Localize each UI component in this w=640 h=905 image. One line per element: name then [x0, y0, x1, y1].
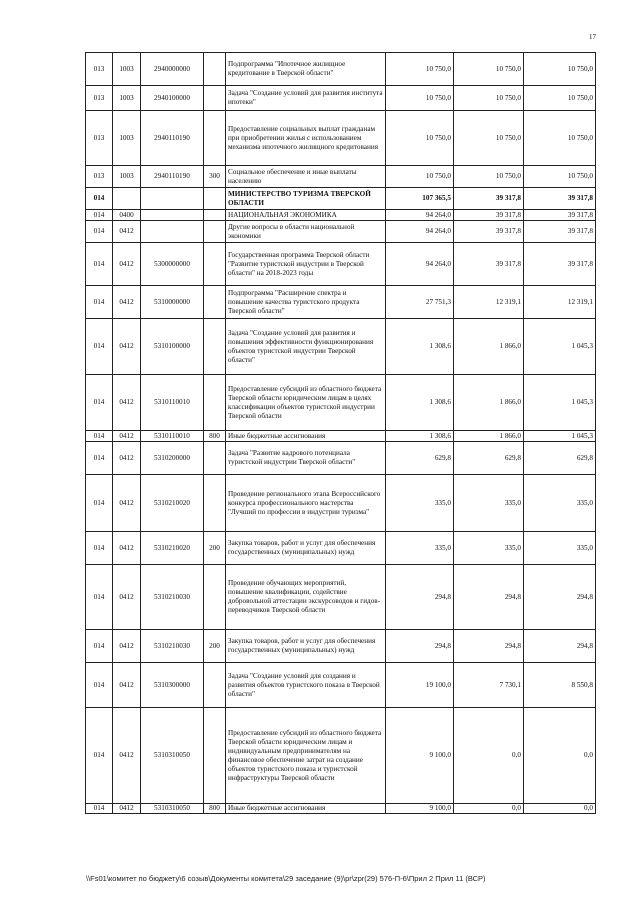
- row-amount-3: 10 750,0: [524, 53, 596, 86]
- row-name: Подпрограмма "Расширение спектра и повышение качества туристского продукта Тверской области": [226, 286, 386, 319]
- row-amount-3: 10 750,0: [524, 86, 596, 111]
- row-ministry-code: 014: [86, 286, 113, 319]
- row-name: Иные бюджетные ассигнования: [226, 431, 386, 442]
- table-row: [86, 86, 596, 111]
- row-name: Другие вопросы в области национальной экономики: [226, 221, 386, 243]
- row-amount-1: 294,8: [386, 565, 454, 630]
- table-row: [86, 188, 596, 210]
- row-target-article: 5310210020: [141, 532, 204, 565]
- row-expense-type: [204, 565, 226, 630]
- row-target-article: [141, 221, 204, 243]
- table-row: [86, 663, 596, 708]
- file-path-footer: \\Fs01\комитет по бюджету\6 созыв\Документы комитета\29 заседание (9)\pr\zpr(29) 576-П-6\Прил 2 Прил 11 (ВСР): [86, 874, 486, 883]
- row-amount-3: 0,0: [524, 804, 596, 814]
- row-target-article: 5310300000: [141, 663, 204, 708]
- row-expense-type: 800: [204, 431, 226, 442]
- row-amount-1: 10 750,0: [386, 111, 454, 166]
- table-row: [86, 319, 596, 375]
- row-amount-1: 27 751,3: [386, 286, 454, 319]
- row-ministry-code: 013: [86, 111, 113, 166]
- row-section-code: 0400: [113, 210, 141, 221]
- row-target-article: 5310210030: [141, 565, 204, 630]
- row-name: Задача "Создание условий для развития и повышения эффективности функционирования объектов туристской индустрии Тверской области": [226, 319, 386, 375]
- row-amount-2: 39 317,8: [454, 243, 524, 286]
- row-expense-type: [204, 221, 226, 243]
- row-ministry-code: 014: [86, 188, 113, 210]
- row-amount-2: 335,0: [454, 532, 524, 565]
- row-amount-1: 1 308,6: [386, 431, 454, 442]
- row-expense-type: [204, 475, 226, 532]
- row-amount-3: 39 317,8: [524, 221, 596, 243]
- row-target-article: 5310210020: [141, 475, 204, 532]
- row-name: МИНИСТЕРСТВО ТУРИЗМА ТВЕРСКОЙ ОБЛАСТИ: [226, 188, 386, 210]
- row-expense-type: 200: [204, 532, 226, 565]
- row-target-article: [141, 188, 204, 210]
- row-amount-2: 10 750,0: [454, 111, 524, 166]
- row-expense-type: [204, 663, 226, 708]
- row-name: Проведение обучающих мероприятий, повышение квалификации, содействие добровольной аттестации экскурсоводов и гидов-переводчиков Тверской области: [226, 565, 386, 630]
- row-amount-2: 1 866,0: [454, 375, 524, 431]
- row-amount-2: 39 317,8: [454, 188, 524, 210]
- row-amount-1: 1 308,6: [386, 319, 454, 375]
- row-ministry-code: 014: [86, 210, 113, 221]
- row-amount-1: 19 100,0: [386, 663, 454, 708]
- row-ministry-code: 014: [86, 431, 113, 442]
- row-amount-1: 9 100,0: [386, 804, 454, 814]
- table-row: [86, 166, 596, 188]
- row-amount-1: 629,8: [386, 442, 454, 475]
- row-target-article: 5310210030: [141, 630, 204, 663]
- row-ministry-code: 014: [86, 663, 113, 708]
- row-section-code: 0412: [113, 565, 141, 630]
- row-ministry-code: 013: [86, 166, 113, 188]
- row-ministry-code: 014: [86, 442, 113, 475]
- table-row: [86, 804, 596, 814]
- row-name: Задача "Создание условий для развития института ипотеки": [226, 86, 386, 111]
- table-row: [86, 375, 596, 431]
- row-target-article: 5310200000: [141, 442, 204, 475]
- row-ministry-code: 014: [86, 708, 113, 804]
- row-amount-3: 335,0: [524, 532, 596, 565]
- table-row: [86, 532, 596, 565]
- table-row: [86, 708, 596, 804]
- row-ministry-code: 014: [86, 532, 113, 565]
- row-amount-3: 8 550,8: [524, 663, 596, 708]
- row-amount-3: 39 317,8: [524, 243, 596, 286]
- row-target-article: 5310310050: [141, 804, 204, 814]
- row-amount-3: 0,0: [524, 708, 596, 804]
- row-amount-2: 10 750,0: [454, 53, 524, 86]
- row-amount-1: 10 750,0: [386, 86, 454, 111]
- row-section-code: 1003: [113, 86, 141, 111]
- row-name: Закупка товаров, работ и услуг для обеспечения государственных (муниципальных) нужд: [226, 532, 386, 565]
- row-expense-type: [204, 188, 226, 210]
- row-ministry-code: 014: [86, 630, 113, 663]
- row-amount-2: 1 866,0: [454, 319, 524, 375]
- row-section-code: 0412: [113, 319, 141, 375]
- row-amount-2: 7 730,1: [454, 663, 524, 708]
- row-target-article: [141, 210, 204, 221]
- row-amount-2: 10 750,0: [454, 166, 524, 188]
- row-section-code: 1003: [113, 111, 141, 166]
- row-name: Подпрограмма "Ипотечное жилищное кредитование в Тверской области": [226, 53, 386, 86]
- table-row: [86, 243, 596, 286]
- row-expense-type: 300: [204, 166, 226, 188]
- row-amount-2: 39 317,8: [454, 210, 524, 221]
- row-name: Задача "Создание условий для создания и развития объектов туристского показа в Тверской области": [226, 663, 386, 708]
- row-section-code: 1003: [113, 166, 141, 188]
- row-amount-2: 39 317,8: [454, 221, 524, 243]
- row-amount-1: 335,0: [386, 475, 454, 532]
- row-target-article: 5310000000: [141, 286, 204, 319]
- page-number: 17: [589, 33, 596, 41]
- row-amount-1: 335,0: [386, 532, 454, 565]
- table-row: [86, 53, 596, 86]
- row-expense-type: [204, 286, 226, 319]
- row-ministry-code: 014: [86, 565, 113, 630]
- row-section-code: 0412: [113, 431, 141, 442]
- row-ministry-code: 013: [86, 86, 113, 111]
- row-section-code: 0412: [113, 221, 141, 243]
- row-name: Государственная программа Тверской области "Развитие туристской индустрии в Тверской области" на 2018-2023 годы: [226, 243, 386, 286]
- row-expense-type: [204, 86, 226, 111]
- row-ministry-code: 014: [86, 221, 113, 243]
- row-amount-3: 629,8: [524, 442, 596, 475]
- row-section-code: 0412: [113, 663, 141, 708]
- row-amount-1: 107 365,5: [386, 188, 454, 210]
- row-amount-3: 12 319,1: [524, 286, 596, 319]
- row-name: Проведение регионального этапа Всероссийского конкурса профессионального мастерства "Лучший по профессии в индустрии туризма": [226, 475, 386, 532]
- row-amount-3: 39 317,8: [524, 188, 596, 210]
- row-section-code: [113, 188, 141, 210]
- table-row: [86, 630, 596, 663]
- row-ministry-code: 014: [86, 475, 113, 532]
- table-row: [86, 221, 596, 243]
- row-amount-3: 10 750,0: [524, 166, 596, 188]
- row-amount-2: 12 319,1: [454, 286, 524, 319]
- row-ministry-code: 014: [86, 243, 113, 286]
- row-target-article: 5300000000: [141, 243, 204, 286]
- row-amount-1: 94 264,0: [386, 210, 454, 221]
- row-name: Предоставление социальных выплат гражданам при приобретении жилья с использованием механизма ипотечного жилищного кредитования: [226, 111, 386, 166]
- row-expense-type: 200: [204, 630, 226, 663]
- row-amount-3: 335,0: [524, 475, 596, 532]
- row-expense-type: 800: [204, 804, 226, 814]
- budget-table: [85, 52, 596, 814]
- table-row: [86, 565, 596, 630]
- row-amount-2: 1 866,0: [454, 431, 524, 442]
- row-target-article: 5310110010: [141, 431, 204, 442]
- row-amount-1: 10 750,0: [386, 166, 454, 188]
- row-expense-type: [204, 375, 226, 431]
- row-expense-type: [204, 53, 226, 86]
- row-amount-2: 294,8: [454, 565, 524, 630]
- row-section-code: 0412: [113, 804, 141, 814]
- table-row: [86, 475, 596, 532]
- table-row: [86, 111, 596, 166]
- row-amount-1: 10 750,0: [386, 53, 454, 86]
- row-expense-type: [204, 708, 226, 804]
- row-amount-2: 10 750,0: [454, 86, 524, 111]
- row-amount-3: 39 317,8: [524, 210, 596, 221]
- row-amount-3: 294,8: [524, 630, 596, 663]
- row-amount-2: 294,8: [454, 630, 524, 663]
- row-amount-2: 0,0: [454, 804, 524, 814]
- row-section-code: 0412: [113, 286, 141, 319]
- row-section-code: 0412: [113, 375, 141, 431]
- table-row: [86, 286, 596, 319]
- row-ministry-code: 014: [86, 375, 113, 431]
- row-section-code: 1003: [113, 53, 141, 86]
- row-amount-3: 10 750,0: [524, 111, 596, 166]
- row-amount-1: 1 308,6: [386, 375, 454, 431]
- row-section-code: 0412: [113, 475, 141, 532]
- row-name: Задача "Развитие кадрового потенциала туристской индустрии Тверской области": [226, 442, 386, 475]
- row-target-article: 2940100000: [141, 86, 204, 111]
- row-name: Иные бюджетные ассигнования: [226, 804, 386, 814]
- table-row: [86, 210, 596, 221]
- table-row: [86, 431, 596, 442]
- row-ministry-code: 013: [86, 53, 113, 86]
- row-expense-type: [204, 442, 226, 475]
- row-expense-type: [204, 319, 226, 375]
- table-row: [86, 442, 596, 475]
- row-target-article: 5310110010: [141, 375, 204, 431]
- row-ministry-code: 014: [86, 804, 113, 814]
- row-expense-type: [204, 210, 226, 221]
- row-amount-3: 1 045,3: [524, 431, 596, 442]
- row-expense-type: [204, 243, 226, 286]
- row-name: Предоставление субсидий из областного бюджета Тверской области юридическим лицам в целях классификации объектов туристской индустрии Тверской области: [226, 375, 386, 431]
- row-amount-3: 1 045,3: [524, 375, 596, 431]
- row-target-article: 2940110190: [141, 111, 204, 166]
- row-section-code: 0412: [113, 532, 141, 565]
- row-amount-3: 294,8: [524, 565, 596, 630]
- row-ministry-code: 014: [86, 319, 113, 375]
- row-target-article: 2940110190: [141, 166, 204, 188]
- row-amount-3: 1 045,3: [524, 319, 596, 375]
- row-amount-2: 629,8: [454, 442, 524, 475]
- row-name: НАЦИОНАЛЬНАЯ ЭКОНОМИКА: [226, 210, 386, 221]
- row-amount-1: 94 264,0: [386, 221, 454, 243]
- row-target-article: 5310100000: [141, 319, 204, 375]
- row-name: Закупка товаров, работ и услуг для обеспечения государственных (муниципальных) нужд: [226, 630, 386, 663]
- row-target-article: 5310310050: [141, 708, 204, 804]
- row-amount-2: 0,0: [454, 708, 524, 804]
- row-amount-1: 94 264,0: [386, 243, 454, 286]
- row-name: Предоставление субсидий из областного бюджета Тверской области юридическим лицам и индивидуальным предпринимателям на финансовое обеспечение затрат на создание объектов туристского показа и туристской инфраструктуры Тверской области: [226, 708, 386, 804]
- row-amount-2: 335,0: [454, 475, 524, 532]
- row-section-code: 0412: [113, 708, 141, 804]
- row-expense-type: [204, 111, 226, 166]
- row-section-code: 0412: [113, 243, 141, 286]
- row-amount-1: 9 100,0: [386, 708, 454, 804]
- row-section-code: 0412: [113, 630, 141, 663]
- row-target-article: 2940000000: [141, 53, 204, 86]
- row-section-code: 0412: [113, 442, 141, 475]
- row-amount-1: 294,8: [386, 630, 454, 663]
- row-name: Социальное обеспечение и иные выплаты населению: [226, 166, 386, 188]
